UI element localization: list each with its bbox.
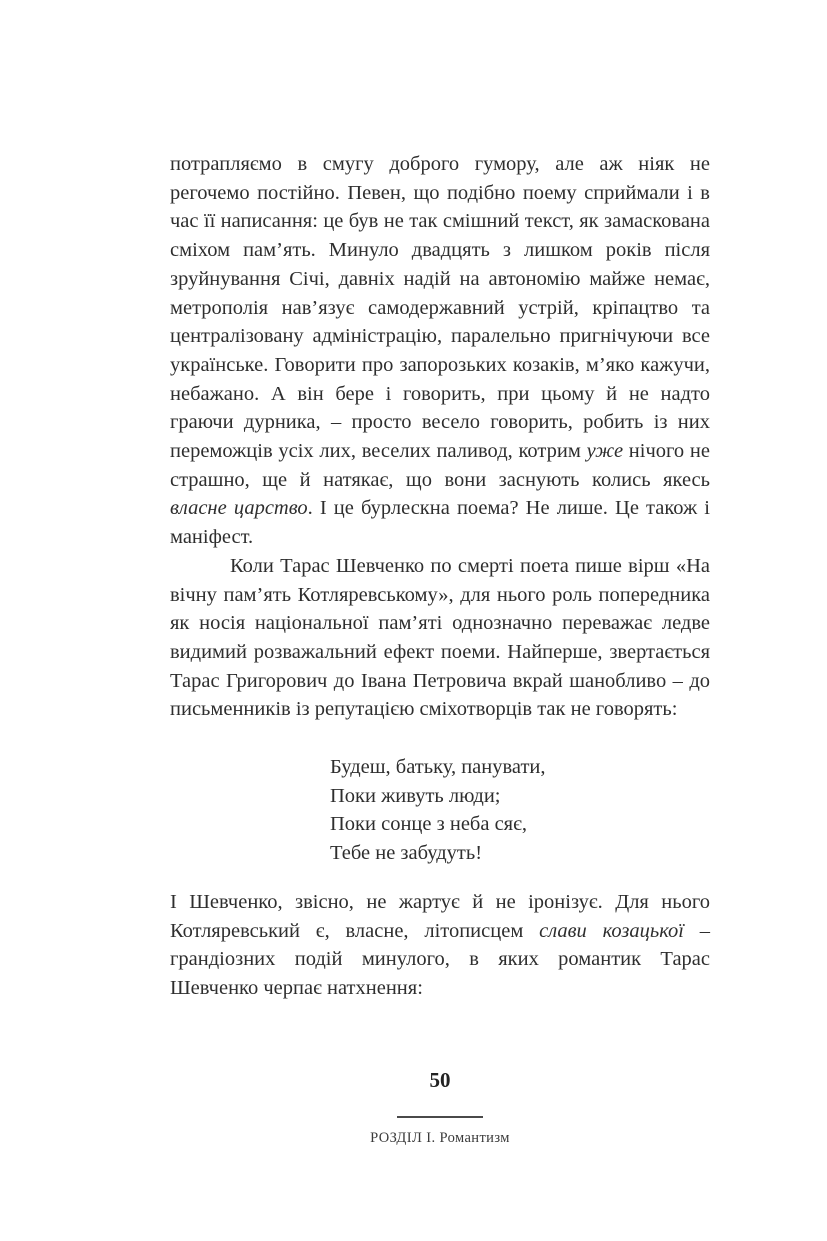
paragraph-text: – грандіозних подій минулого, в яких романтик Тарас Шевченко черпає натхнення: bbox=[170, 919, 710, 999]
page-number: 50 bbox=[429, 1068, 451, 1092]
paragraph-text: . І це бурлескна поема? Не лише. Це також і маніфест. bbox=[170, 497, 710, 549]
verse-line: Поки живуть люди; bbox=[330, 784, 501, 807]
verse-block bbox=[330, 753, 710, 868]
paragraph-text: І Шевченко, звісно, не жартує й не іронізує. Для нього Котляревський є, власне, літописцем bbox=[170, 890, 710, 942]
paragraph: Коли Тарас Шевченко по смерті поета пише вірш «На вічну пам’ять Котляревському», для нього роль попередника як носія національної пам’яті однозначно переважає ледве видимий розважальний ефект поеми. Найперше, звертається Тарас Григорович до Івана Петровича вкрай шанобливо – до письменників із репутацією сміхотворців так не говорять: bbox=[170, 554, 710, 721]
footer-divider bbox=[397, 1116, 483, 1118]
emphasis-text: слави козацької bbox=[539, 919, 684, 942]
chapter-footer: РОЗДІЛ І. Романтизм bbox=[370, 1130, 510, 1146]
paragraph-text: нічого не страшно, ще й натякає, що вони заснують колись якесь bbox=[170, 440, 710, 491]
emphasis-text: власне царство bbox=[170, 497, 308, 520]
verse-line: Тебе не забудуть! bbox=[330, 842, 483, 865]
verse-line: Будеш, батьку, панувати, bbox=[330, 756, 546, 779]
paragraph-text: потрапляємо в смугу доброго гумору, але аж ніяк не регочемо постійно. Певен, що подібно поему сприймали і в час її написання: це був не так смішний текст, як замаскована сміхом пам’ять. Минуло двадцять з лишком років після зруйнування Січі, давніх надій на автономію майже немає, метрополія нав’язує самодержавний устрій, кріпацтво та централізовану адміністрацію, паралельно пригнічуючи все українське. Говорити про запорозьких козаків, м’яко кажучи, небажано. А він бере і говорить, при цьому й не надто граючи дурника, – просто весело говорить, робить із них переможців усіх лих, веселих паливод, котрим bbox=[170, 153, 710, 463]
verse-line: Поки сонце з неба сяє, bbox=[330, 813, 528, 836]
paragraph bbox=[170, 888, 710, 1003]
emphasis-text: уже bbox=[586, 440, 624, 463]
text-column bbox=[170, 150, 710, 1003]
paragraph-continuation bbox=[170, 150, 710, 552]
